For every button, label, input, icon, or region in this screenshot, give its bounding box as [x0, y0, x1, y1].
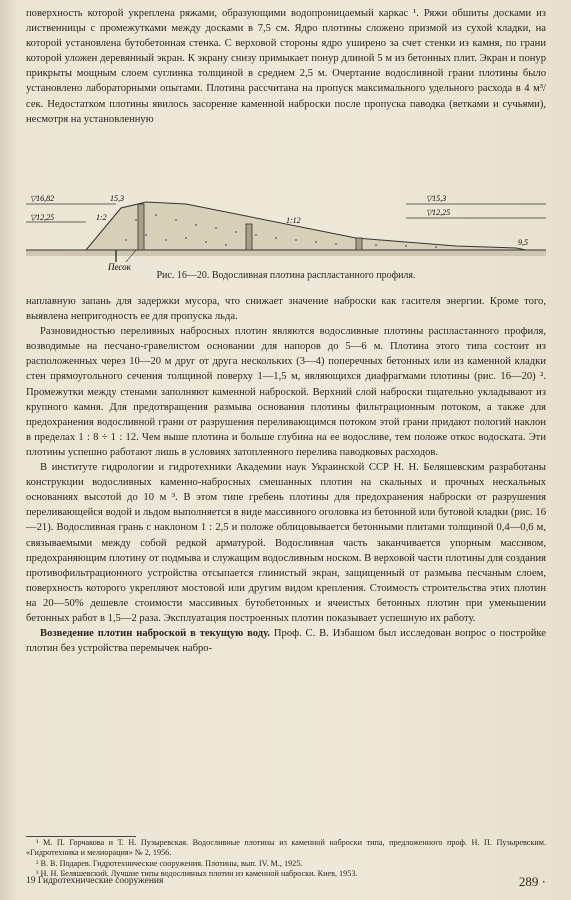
label-elev-1225-left: ▽12,25 — [30, 213, 55, 222]
section-heading-inline: Возведение плотин наброской в текущую воду. — [40, 628, 270, 640]
label-elev-153-right: ▽15,3 — [426, 194, 447, 203]
label-slope-1-12: 1:12 — [286, 216, 301, 225]
signature-mark: 19 Гидротехнические сооружения — [26, 876, 164, 886]
paragraph-3: Разновидностью переливных набросных плотин являются водосливные плотины распластанного профиля, возводимые на песчано-гравелистом основании для напоров до 5—6 м. Плотина этого типа состоит из расположенных через 10—20 м друг от друга нескольких (3—4) поперечных бетонных или из каменной кладки стен прямоугольного сечения толщиной поверху 1—1,5 м, являющихся диафрагмами плотины (рис. 16—20) ². Промежутки между стенами заполняют каменной наброской. Верхний слой наброски тщательно укладывают из крупного камня. Для предотвращения размыва основания плотины фильтрационным потоком, а также для предохранения водосливной грани от разрушения переливающимся потоком этой грани придают пологий наклон в пределах 1 : 8 ÷ 1 : 12. Чем выше плотина и больше глубина на ее водосливе, тем положе откос водоската. Эти плотины успешно работают лишь в условиях затопленного перелива паводковых расходов. — [26, 326, 546, 458]
label-elev-1682: ▽16,82 — [30, 194, 55, 203]
page-number: 289 · — [518, 874, 546, 889]
diaphragm-wall-1 — [138, 204, 144, 250]
footnote-2: ² В. В. Подарев. Гидротехнические сооружения. Плотины, вып. IV. М., 1925. — [36, 858, 303, 868]
main-text-block — [26, 294, 546, 656]
diaphragm-wall-2 — [246, 224, 252, 250]
label-elev-95: 9,5 — [518, 238, 528, 247]
footnote-1: ¹ М. П. Горчакова и Т. Н. Пузыревская. Водосливные плотины из каменной наброски типа, предложенного проф. Н. П. Пузыревским. «Гидротехника и мелиорация» № 2, 1956. — [26, 838, 546, 858]
label-slope-1-2: 1:2 — [96, 213, 107, 222]
footnote-rule — [26, 836, 136, 837]
top-text-block — [26, 6, 546, 127]
dam-body — [86, 202, 526, 250]
foundation-hatch — [26, 250, 546, 256]
paragraph-1: поверхность которой укреплена ряжами, образующими водопроницаемый каркас ¹. Ряжи обшиты досками из лиственницы с промежутками между досками в 7,5 см. Ядро плотины сложено призмой из сухой кладки, на которой установлена бутобетонная стенка. С верховой стороны ядро уширено за счет стенки из камня, по грани которой уложен деревянный экран. К экрану снизу примыкает понур длиной 5 м из бетонных плит. Экран и понур прикрыты мощным слоем суглинка толщиной в среднем 2,5 м. Очертание водосливной грани плотины было установлено лабораторными опытами. Плотина рассчитана на пропуск максимального удельного расхода в 4 м³/сек. Недостатком плотины явилось засорение каменной наброски после пропуска паводка (ветками и сучьями), несмотря на установленную — [26, 8, 546, 125]
paragraph-5-text: Проф. С. В. Избашом был исследован вопрос о постройке плотин без устройства перемычек набро- — [26, 628, 546, 655]
dam-profile-figure — [26, 190, 546, 300]
footnotes — [26, 838, 546, 880]
diaphragm-wall-3 — [356, 238, 362, 250]
label-sand: Песок — [108, 262, 131, 272]
figure-caption: Рис. 16—20. Водосливная плотина распластанного профиля. — [156, 270, 416, 281]
label-elev-1225-right: ▽12,25 — [426, 208, 451, 217]
paragraph-2: наплавную запань для задержки мусора, что снижает значение наброски как гасителя энергии. Кроме того, выявлена непригодность ее для пропуска льда. — [26, 296, 546, 323]
footnote-3: ³ Н. Н. Беляшевский. Лучшие типы водосливных плотин из каменной наброски. Киев, 1953. — [36, 869, 358, 879]
label-elev-153-left: 15,3 — [110, 194, 124, 203]
paragraph-4: В институте гидрологии и гидротехники Академии наук Украинской ССР Н. Н. Беляшевским разработаны конструкции водосливных каменно-набросных смешанных плотин на скальных и прочных нескальных основаниях высотой до 10 м ³. В этом типе гребень плотины для предохранения наброски от разрушения переливающейся водой и льдом выполняется в виде массивного оголовка из бетонной или бутовой кладки (рис. 16—21). Водосливная грань с наклоном 1 : 2,5 и положе облицовывается бетонными плитами толщиной 0,4—0,6 м, связываемыми между собой редкой арматурой. Водосливная часть заканчивается упорным массивом, предохраняющим плотину от подмыва и служащим водосливным носком. В верховой части плотины для создания противофильтрационного устройства отсыпается глинистый экран, защищенный от размыва песчаным слоем, поверхность которого укрепляют мостовой или другим видом крепления. Стоимость строительства этих плотин на 20—50% дешевле стоимости массивных бутобетонных и ячеистых бетонных плотин при уменьшении бетонных работ в 1,5—2 раза. Эксплуатация построенных плотин показывает успешную их работу. — [26, 462, 546, 624]
paragraph-5 — [26, 626, 546, 656]
